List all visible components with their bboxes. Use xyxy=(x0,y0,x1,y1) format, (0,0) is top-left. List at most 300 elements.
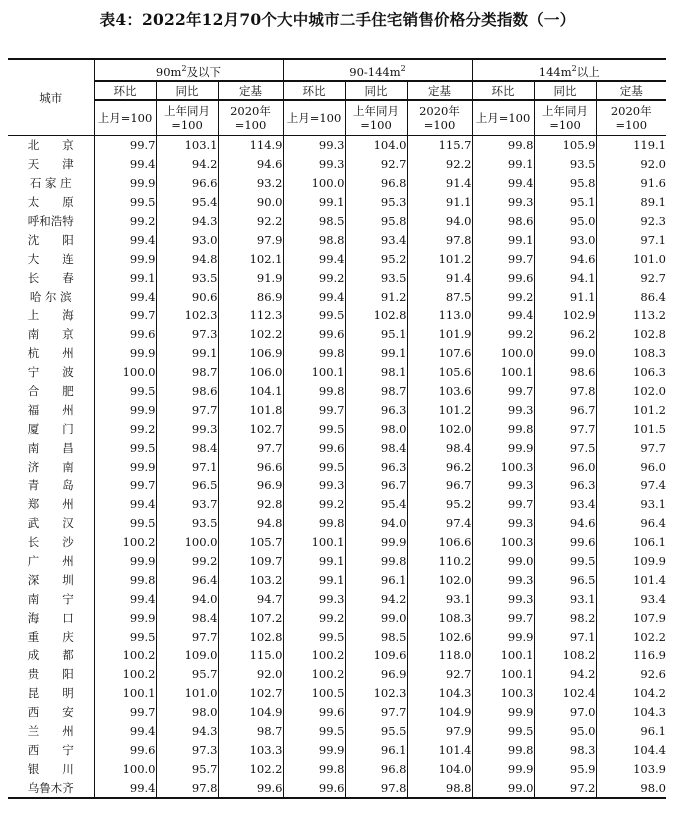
index-value: 99.9 xyxy=(94,457,156,476)
table-row xyxy=(8,212,666,231)
index-value: 110.2 xyxy=(407,552,472,571)
index-value: 109.7 xyxy=(218,552,283,571)
index-value: 100.0 xyxy=(283,174,345,193)
base-header xyxy=(534,100,596,136)
table-body xyxy=(8,136,666,799)
index-value: 99.6 xyxy=(472,268,534,287)
index-value: 102.7 xyxy=(218,419,283,438)
index-value: 101.9 xyxy=(407,325,472,344)
index-value: 91.2 xyxy=(345,287,407,306)
city-name: 济 南 xyxy=(27,459,74,474)
city-name: 郑 州 xyxy=(27,497,74,512)
index-value: 100.2 xyxy=(94,533,156,552)
index-value: 99.8 xyxy=(283,514,345,533)
index-value: 102.2 xyxy=(218,759,283,778)
index-value: 104.3 xyxy=(596,703,666,722)
index-value: 99.9 xyxy=(94,344,156,363)
column-header: 定基 xyxy=(407,81,472,100)
city-name: 太 原 xyxy=(27,195,74,210)
index-value: 98.6 xyxy=(156,382,218,401)
index-value: 96.1 xyxy=(345,570,407,589)
index-value: 102.0 xyxy=(596,382,666,401)
table-row xyxy=(8,230,666,249)
group-label-suffix: 及以下 xyxy=(186,64,222,79)
index-value: 99.5 xyxy=(283,306,345,325)
index-value: 97.5 xyxy=(534,438,596,457)
index-value: 103.9 xyxy=(596,759,666,778)
group-label: 90-144m xyxy=(349,64,401,79)
index-value: 98.0 xyxy=(345,419,407,438)
column-header: 环比 xyxy=(472,81,534,100)
index-value: 96.6 xyxy=(156,174,218,193)
index-value: 119.1 xyxy=(596,136,666,155)
index-value: 99.7 xyxy=(472,608,534,627)
base-header xyxy=(596,100,666,136)
index-value: 96.4 xyxy=(596,514,666,533)
index-value: 96.1 xyxy=(596,722,666,741)
table-row xyxy=(8,193,666,212)
city-name: 大 连 xyxy=(27,251,74,266)
index-value: 102.4 xyxy=(534,684,596,703)
index-value: 109.6 xyxy=(345,646,407,665)
index-value: 106.1 xyxy=(596,533,666,552)
index-value: 101.0 xyxy=(156,684,218,703)
index-value: 93.1 xyxy=(407,589,472,608)
index-value: 97.3 xyxy=(156,741,218,760)
index-value: 91.1 xyxy=(534,287,596,306)
index-value: 99.9 xyxy=(94,249,156,268)
city-name: 南 京 xyxy=(27,327,74,342)
index-value: 95.2 xyxy=(407,495,472,514)
index-value: 103.6 xyxy=(407,382,472,401)
index-value: 99.4 xyxy=(472,174,534,193)
group-label-suffix: 以上 xyxy=(576,64,600,79)
base-line-2: =100 xyxy=(234,118,267,132)
index-value: 107.2 xyxy=(218,608,283,627)
index-value: 99.2 xyxy=(472,325,534,344)
index-value: 106.9 xyxy=(218,344,283,363)
index-value: 99.5 xyxy=(94,438,156,457)
base-line-1: 上月=100 xyxy=(475,111,531,125)
column-header: 同比 xyxy=(156,81,218,100)
index-value: 99.5 xyxy=(283,722,345,741)
group-label-sup: 2 xyxy=(571,63,577,73)
index-value: 100.1 xyxy=(472,665,534,684)
index-value: 90.6 xyxy=(156,287,218,306)
index-value: 104.4 xyxy=(596,741,666,760)
group-label: 90m xyxy=(155,64,182,79)
index-value: 99.0 xyxy=(472,778,534,798)
index-value: 99.5 xyxy=(94,514,156,533)
index-value: 99.1 xyxy=(472,155,534,174)
base-header xyxy=(156,100,218,136)
index-value: 93.5 xyxy=(156,514,218,533)
table-row xyxy=(8,476,666,495)
index-value: 99.3 xyxy=(472,400,534,419)
index-value: 92.7 xyxy=(596,268,666,287)
index-value: 104.9 xyxy=(218,703,283,722)
base-line-1: 上年同月 xyxy=(353,104,399,118)
table-row xyxy=(8,306,666,325)
index-value: 94.0 xyxy=(407,212,472,231)
index-value: 93.5 xyxy=(534,155,596,174)
index-value: 100.2 xyxy=(94,665,156,684)
base-line-1: 上年同月 xyxy=(542,104,588,118)
index-value: 103.3 xyxy=(218,741,283,760)
city-name: 昆 明 xyxy=(27,686,74,701)
index-value: 99.5 xyxy=(94,627,156,646)
base-line-1: 2020年 xyxy=(230,104,271,118)
index-value: 92.7 xyxy=(345,155,407,174)
index-value: 104.0 xyxy=(345,136,407,155)
index-value: 94.2 xyxy=(345,589,407,608)
group-label: 144m xyxy=(538,64,572,79)
group-header xyxy=(472,59,666,81)
index-value: 107.9 xyxy=(596,608,666,627)
index-value: 99.8 xyxy=(472,136,534,155)
index-value: 99.5 xyxy=(283,627,345,646)
index-value: 99.8 xyxy=(283,344,345,363)
table-row xyxy=(8,344,666,363)
index-value: 96.6 xyxy=(218,457,283,476)
index-value: 97.3 xyxy=(156,325,218,344)
index-value: 100.1 xyxy=(94,684,156,703)
city-name: 天 津 xyxy=(27,157,74,172)
table-row xyxy=(8,514,666,533)
index-value: 118.0 xyxy=(407,646,472,665)
index-value: 99.1 xyxy=(472,230,534,249)
group-label-sup: 2 xyxy=(181,63,187,73)
city-name: 石 家 庄 xyxy=(29,176,72,191)
table-row xyxy=(8,552,666,571)
base-header xyxy=(218,100,283,136)
table-row xyxy=(8,438,666,457)
price-index-table xyxy=(8,58,666,799)
index-value: 106.0 xyxy=(218,363,283,382)
table-row xyxy=(8,400,666,419)
table-row xyxy=(8,608,666,627)
column-header: 同比 xyxy=(345,81,407,100)
index-value: 94.3 xyxy=(156,212,218,231)
index-value: 108.3 xyxy=(596,344,666,363)
index-value: 99.4 xyxy=(94,778,156,798)
table-row xyxy=(8,287,666,306)
index-value: 109.0 xyxy=(156,646,218,665)
index-value: 93.0 xyxy=(156,230,218,249)
city-name: 哈 尔 滨 xyxy=(29,289,72,304)
index-value: 94.6 xyxy=(534,249,596,268)
table-row xyxy=(8,136,666,155)
index-value: 92.2 xyxy=(407,155,472,174)
index-value: 97.7 xyxy=(156,400,218,419)
index-value: 104.2 xyxy=(596,684,666,703)
index-value: 99.4 xyxy=(94,722,156,741)
index-value: 102.0 xyxy=(407,419,472,438)
index-value: 99.5 xyxy=(94,193,156,212)
index-value: 94.8 xyxy=(218,514,283,533)
index-value: 99.9 xyxy=(283,741,345,760)
index-value: 103.2 xyxy=(218,570,283,589)
index-value: 93.7 xyxy=(156,495,218,514)
index-value: 102.2 xyxy=(596,627,666,646)
index-value: 98.4 xyxy=(345,438,407,457)
index-value: 97.2 xyxy=(534,778,596,798)
city-name: 长 沙 xyxy=(27,535,74,550)
index-value: 102.7 xyxy=(218,684,283,703)
index-value: 99.5 xyxy=(94,382,156,401)
index-value: 100.3 xyxy=(472,533,534,552)
city-name: 海 口 xyxy=(27,610,74,625)
index-value: 102.2 xyxy=(218,325,283,344)
index-value: 99.3 xyxy=(472,570,534,589)
index-value: 93.2 xyxy=(218,174,283,193)
index-value: 97.1 xyxy=(534,627,596,646)
index-value: 95.1 xyxy=(345,325,407,344)
index-value: 95.4 xyxy=(345,495,407,514)
index-value: 95.2 xyxy=(345,249,407,268)
table-row xyxy=(8,533,666,552)
city-name: 广 州 xyxy=(27,554,74,569)
city-name: 宁 波 xyxy=(27,365,74,380)
index-value: 99.9 xyxy=(345,533,407,552)
index-value: 98.4 xyxy=(407,438,472,457)
city-name: 杭 州 xyxy=(27,346,74,361)
index-value: 99.9 xyxy=(472,703,534,722)
index-value: 101.0 xyxy=(596,249,666,268)
index-value: 97.9 xyxy=(407,722,472,741)
index-value: 94.3 xyxy=(156,722,218,741)
index-value: 99.9 xyxy=(94,552,156,571)
table-row xyxy=(8,627,666,646)
index-value: 100.2 xyxy=(94,646,156,665)
index-value: 99.7 xyxy=(472,495,534,514)
index-value: 95.4 xyxy=(156,193,218,212)
index-value: 97.1 xyxy=(156,457,218,476)
index-value: 97.7 xyxy=(345,703,407,722)
index-value: 96.2 xyxy=(534,325,596,344)
city-name: 武 汉 xyxy=(27,516,74,531)
index-value: 108.3 xyxy=(407,608,472,627)
index-value: 101.4 xyxy=(407,741,472,760)
index-value: 100.1 xyxy=(472,363,534,382)
index-value: 99.2 xyxy=(283,268,345,287)
index-value: 99.8 xyxy=(472,419,534,438)
index-value: 97.7 xyxy=(218,438,283,457)
index-value: 99.1 xyxy=(94,268,156,287)
index-value: 89.1 xyxy=(596,193,666,212)
table-row xyxy=(8,457,666,476)
base-line-2: =100 xyxy=(171,118,203,132)
table-row xyxy=(8,325,666,344)
index-value: 90.0 xyxy=(218,193,283,212)
index-value: 86.9 xyxy=(218,287,283,306)
table-row xyxy=(8,155,666,174)
index-value: 92.0 xyxy=(596,155,666,174)
table-row xyxy=(8,665,666,684)
index-value: 104.0 xyxy=(407,759,472,778)
index-value: 102.9 xyxy=(534,306,596,325)
index-value: 99.7 xyxy=(94,306,156,325)
index-value: 99.7 xyxy=(94,476,156,495)
index-value: 101.2 xyxy=(596,400,666,419)
index-value: 93.1 xyxy=(596,495,666,514)
index-value: 97.4 xyxy=(596,476,666,495)
index-value: 98.0 xyxy=(596,778,666,798)
index-value: 99.2 xyxy=(94,419,156,438)
index-value: 99.2 xyxy=(156,552,218,571)
index-value: 87.5 xyxy=(407,287,472,306)
table-row xyxy=(8,759,666,778)
index-value: 98.6 xyxy=(534,363,596,382)
index-value: 99.3 xyxy=(472,193,534,212)
table-row xyxy=(8,174,666,193)
index-value: 99.6 xyxy=(94,741,156,760)
index-value: 99.1 xyxy=(345,344,407,363)
index-value: 96.8 xyxy=(345,174,407,193)
index-value: 99.2 xyxy=(472,287,534,306)
index-value: 99.1 xyxy=(156,344,218,363)
index-value: 98.8 xyxy=(283,230,345,249)
index-value: 99.4 xyxy=(94,287,156,306)
table-row xyxy=(8,741,666,760)
index-value: 96.0 xyxy=(534,457,596,476)
index-value: 96.7 xyxy=(407,476,472,495)
index-value: 99.6 xyxy=(283,778,345,798)
city-name: 南 宁 xyxy=(27,591,74,606)
index-value: 96.0 xyxy=(596,457,666,476)
index-value: 98.4 xyxy=(156,608,218,627)
index-value: 99.3 xyxy=(156,419,218,438)
index-value: 99.2 xyxy=(283,608,345,627)
table-row xyxy=(8,778,666,798)
index-value: 92.6 xyxy=(596,665,666,684)
index-value: 96.5 xyxy=(156,476,218,495)
base-line-2: =100 xyxy=(615,118,648,132)
index-value: 94.8 xyxy=(156,249,218,268)
city-name: 重 庆 xyxy=(27,629,74,644)
index-value: 99.7 xyxy=(472,382,534,401)
table-header xyxy=(8,59,666,136)
index-value: 94.0 xyxy=(345,514,407,533)
index-value: 91.4 xyxy=(407,174,472,193)
index-value: 98.8 xyxy=(407,778,472,798)
city-name: 厦 门 xyxy=(27,421,74,436)
index-value: 105.6 xyxy=(407,363,472,382)
index-value: 97.4 xyxy=(407,514,472,533)
index-value: 97.7 xyxy=(156,627,218,646)
index-value: 99.0 xyxy=(345,608,407,627)
index-value: 97.8 xyxy=(534,382,596,401)
index-value: 98.3 xyxy=(534,741,596,760)
index-value: 97.1 xyxy=(596,230,666,249)
index-value: 99.9 xyxy=(472,627,534,646)
column-header: 环比 xyxy=(94,81,156,100)
index-value: 100.0 xyxy=(94,759,156,778)
index-value: 98.0 xyxy=(156,703,218,722)
index-value: 102.8 xyxy=(218,627,283,646)
column-header: 定基 xyxy=(218,81,283,100)
base-line-1: 2020年 xyxy=(610,104,652,118)
table-row xyxy=(8,363,666,382)
index-value: 97.8 xyxy=(345,778,407,798)
index-value: 104.3 xyxy=(407,684,472,703)
index-value: 99.6 xyxy=(94,325,156,344)
index-value: 99.4 xyxy=(94,230,156,249)
base-header xyxy=(407,100,472,136)
group-label-sup: 2 xyxy=(400,63,406,73)
index-value: 99.8 xyxy=(283,759,345,778)
index-value: 102.0 xyxy=(407,570,472,589)
index-value: 100.0 xyxy=(472,344,534,363)
group-header xyxy=(94,59,283,81)
index-value: 114.9 xyxy=(218,136,283,155)
index-value: 99.0 xyxy=(534,344,596,363)
index-value: 102.8 xyxy=(345,306,407,325)
index-value: 107.6 xyxy=(407,344,472,363)
index-value: 93.5 xyxy=(345,268,407,287)
index-value: 99.7 xyxy=(283,400,345,419)
index-value: 100.1 xyxy=(283,533,345,552)
index-value: 99.6 xyxy=(283,703,345,722)
base-line-2: =100 xyxy=(360,118,392,132)
index-value: 96.1 xyxy=(345,741,407,760)
city-name: 西 宁 xyxy=(27,742,74,757)
city-name: 长 春 xyxy=(27,270,74,285)
index-value: 102.6 xyxy=(407,627,472,646)
index-value: 96.9 xyxy=(345,665,407,684)
index-value: 95.9 xyxy=(534,759,596,778)
index-value: 91.1 xyxy=(407,193,472,212)
index-value: 99.9 xyxy=(94,400,156,419)
index-value: 91.9 xyxy=(218,268,283,287)
index-value: 99.0 xyxy=(472,552,534,571)
index-value: 100.2 xyxy=(283,646,345,665)
city-name: 上 海 xyxy=(27,308,74,323)
index-value: 99.4 xyxy=(94,589,156,608)
index-value: 104.1 xyxy=(218,382,283,401)
city-name: 乌鲁木齐 xyxy=(8,778,94,798)
index-value: 101.2 xyxy=(407,400,472,419)
base-header xyxy=(283,100,345,136)
table-row xyxy=(8,646,666,665)
index-value: 102.3 xyxy=(156,306,218,325)
index-value: 96.3 xyxy=(345,400,407,419)
city-name: 沈 阳 xyxy=(27,232,74,247)
index-value: 99.5 xyxy=(534,552,596,571)
index-value: 99.8 xyxy=(345,552,407,571)
city-name: 西 安 xyxy=(27,705,74,720)
index-value: 93.5 xyxy=(156,268,218,287)
index-value: 101.2 xyxy=(407,249,472,268)
index-value: 95.8 xyxy=(534,174,596,193)
group-header xyxy=(283,59,472,81)
index-value: 99.9 xyxy=(94,174,156,193)
index-value: 99.4 xyxy=(94,155,156,174)
index-value: 115.7 xyxy=(407,136,472,155)
index-value: 97.7 xyxy=(596,438,666,457)
index-value: 97.7 xyxy=(534,419,596,438)
index-value: 113.2 xyxy=(596,306,666,325)
index-value: 105.9 xyxy=(534,136,596,155)
index-value: 99.3 xyxy=(283,589,345,608)
index-value: 94.0 xyxy=(156,589,218,608)
index-value: 94.6 xyxy=(218,155,283,174)
index-value: 93.4 xyxy=(345,230,407,249)
index-value: 98.4 xyxy=(156,438,218,457)
index-value: 96.7 xyxy=(534,400,596,419)
index-value: 105.7 xyxy=(218,533,283,552)
table-row xyxy=(8,570,666,589)
